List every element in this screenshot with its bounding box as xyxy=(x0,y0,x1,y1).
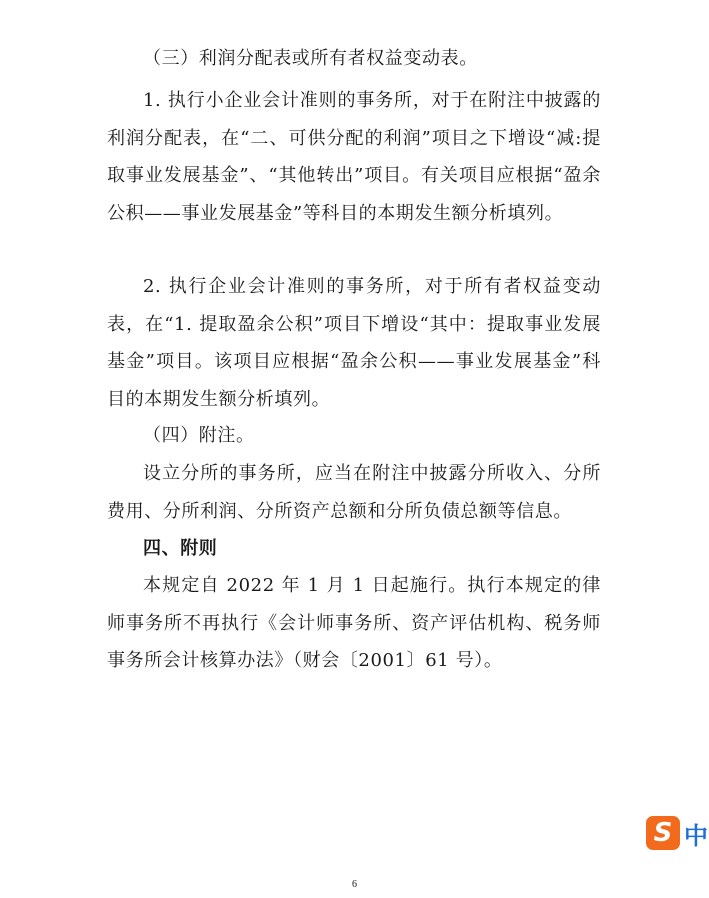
part-4-heading: 四、附则 xyxy=(143,538,218,559)
ime-status-widget[interactable] xyxy=(646,812,709,854)
paragraph-part-4-body: 本规定自 2022 年 1 月 1 日起施行。执行本规定的律师事务所不再执行《会计师事务所、资产评估机构、税务师事务所会计核算办法》（财会〔2001〕61 号）。 xyxy=(107,575,601,671)
section-4-heading: （四）附注。 xyxy=(143,425,255,446)
section-3-heading: （三）利润分配表或所有者权益变动表。 xyxy=(143,48,478,69)
paragraph-section-4-body: 设立分所的事务所，应当在附注中披露分所收入、分所费用、分所利润、分所资产总额和分所负债总额等信息。 xyxy=(107,463,601,522)
sogou-ime-icon[interactable]: S xyxy=(646,816,680,850)
paragraph-item-2: 2. 执行企业会计准则的事务所，对于所有者权益变动表，在“1. 提取盈余公积”项目下增设“其中：提取事业发展基金”项目。该项目应根据“盈余公积——事业发展基金”科目的本期发生额分析填列。 xyxy=(107,276,601,410)
paragraph-item-1: 1. 执行小企业会计准则的事务所，对于在附注中披露的利润分配表，在“二、可供分配的利润”项目之下增设“减:提取事业发展基金”、“其他转出”项目。有关项目应根据“盈余公积——事业发展基金”等科目的本期发生额分析填列。 xyxy=(107,90,601,224)
ime-mode-indicator[interactable]: 中 xyxy=(684,821,708,850)
page-number: 6 xyxy=(352,879,357,890)
